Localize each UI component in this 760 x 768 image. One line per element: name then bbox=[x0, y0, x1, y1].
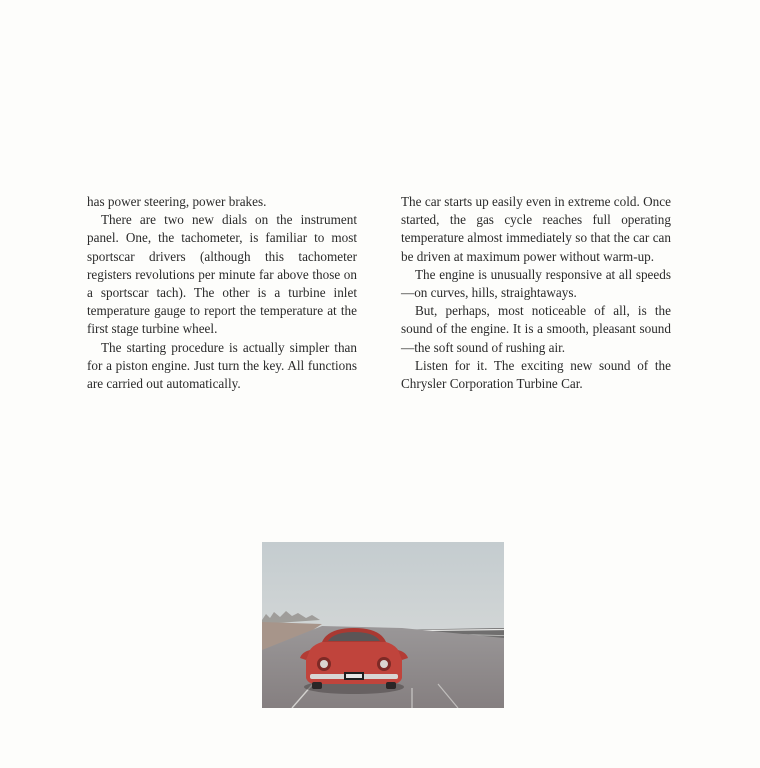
paragraph-3: The starting procedure is actually simpler than for a piston engine. Just turn the key. All functions are carried out automatically. bbox=[87, 339, 357, 392]
paragraph-5: The engine is unusually responsive at all speeds—on curves, hills, straightaways. bbox=[401, 266, 671, 301]
paragraph-6: But, perhaps, most noticeable of all, is the sound of the engine. It is a smooth, pleasant sound—the soft sound of rushing air. bbox=[401, 303, 671, 355]
car-photo-illustration bbox=[262, 542, 504, 708]
paragraph-1: has power steering, power brakes. bbox=[87, 194, 267, 209]
left-text-column bbox=[87, 193, 357, 393]
right-text-column bbox=[401, 193, 671, 393]
turbine-car-photo bbox=[262, 542, 504, 708]
paragraph-7: Listen for it. The exciting new sound of the Chrysler Corporation Turbine Car. bbox=[401, 357, 671, 392]
paragraph-4: The car starts up easily even in extreme cold. Once started, the gas cycle reaches full operating temperature almost immediately so that the car can be driven at maximum power without warm-up. bbox=[401, 194, 671, 264]
paragraph-2: There are two new dials on the instrument panel. One, the tachometer, is familiar to most sportscar drivers (although this tachometer registers revolutions per minute far above those on a sportscar tach). The other is a turbine inlet temperature gauge to report the temperature at the first stage turbine wheel. bbox=[87, 212, 357, 337]
